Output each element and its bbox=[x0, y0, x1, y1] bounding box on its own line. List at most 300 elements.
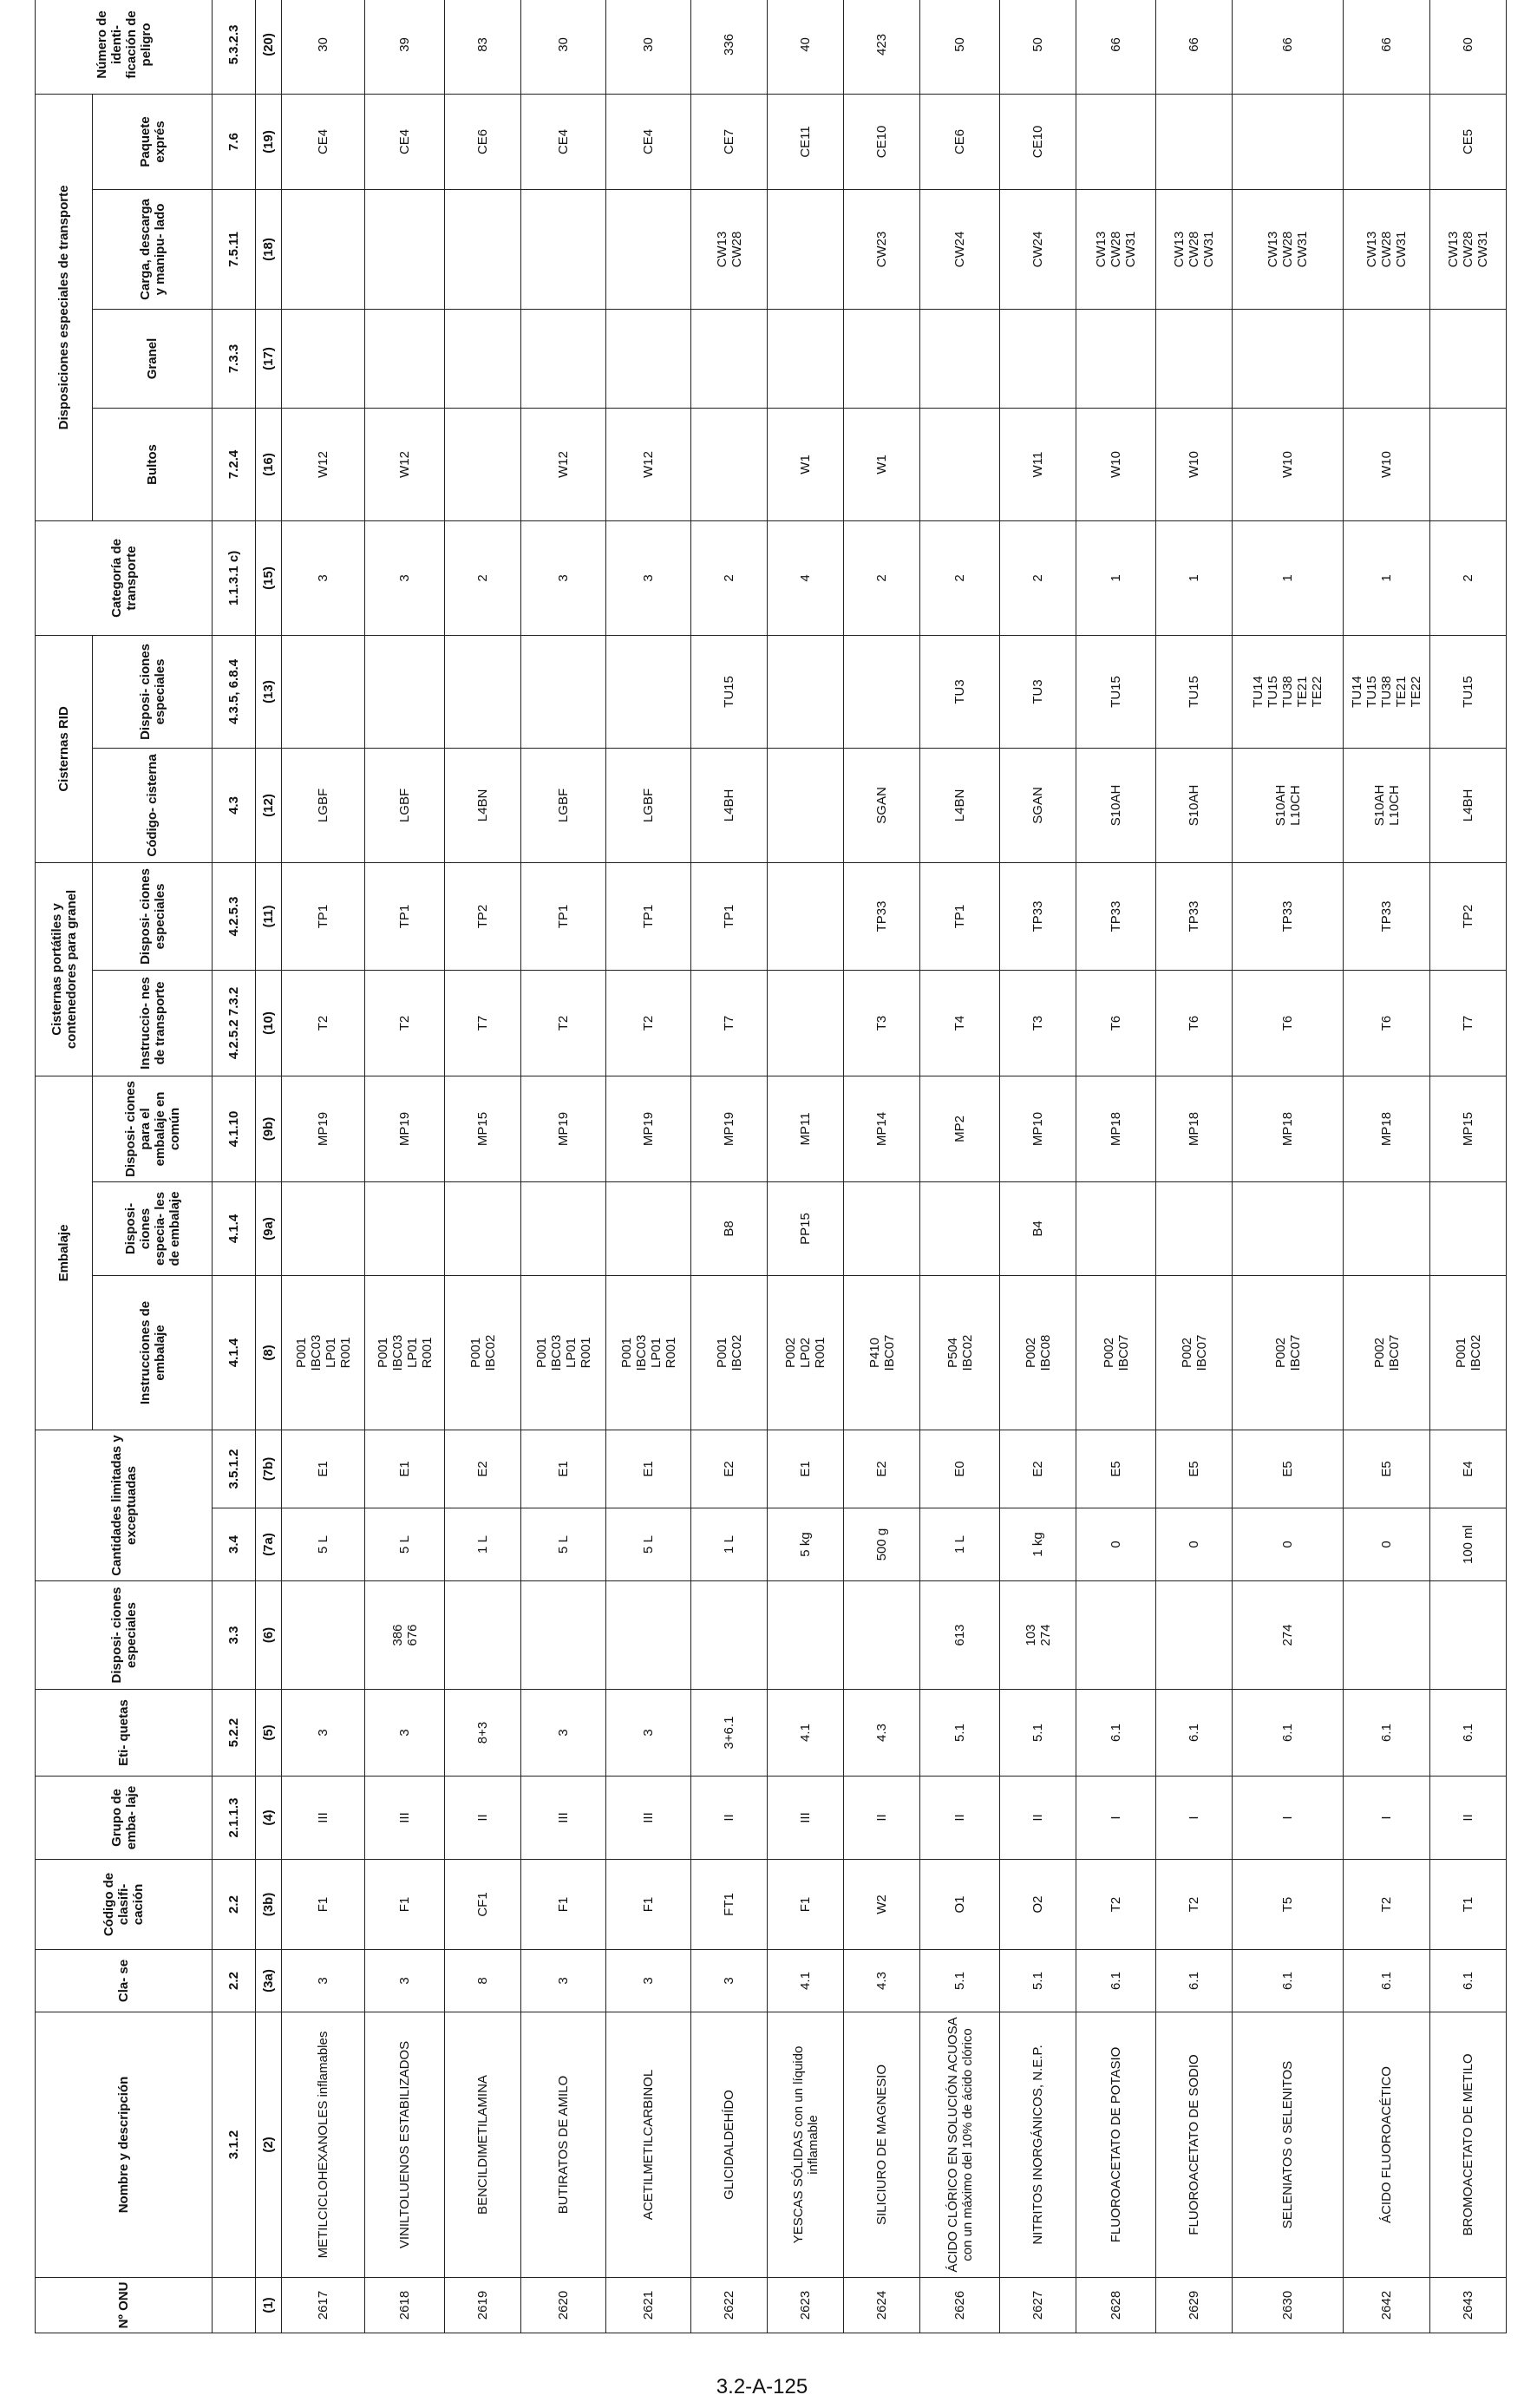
table-cell: TP33 bbox=[1076, 862, 1156, 970]
table-cell: E2 bbox=[844, 1430, 920, 1508]
table-cell: TP1 bbox=[920, 862, 1000, 970]
rotated-page bbox=[35, 10, 1490, 2333]
table-cell bbox=[844, 1181, 920, 1275]
table-cell bbox=[1156, 309, 1233, 408]
header-tank-special-provisions: Disposi- ciones especiales bbox=[93, 862, 213, 970]
table-cell: 2 bbox=[1430, 520, 1507, 635]
table-cell: 6.1 bbox=[1156, 1690, 1233, 1777]
table-cell bbox=[1344, 1181, 1430, 1275]
header-rid-tanks-group: Cisternas RID bbox=[36, 635, 93, 862]
table-cell: E0 bbox=[920, 1430, 1000, 1508]
table-cell: 50 bbox=[1000, 0, 1076, 94]
table-cell: E5 bbox=[1344, 1430, 1430, 1508]
table-cell: CF1 bbox=[445, 1860, 521, 1950]
table-cell bbox=[445, 309, 521, 408]
table-cell: 66 bbox=[1344, 0, 1430, 94]
table-cell: 5.1 bbox=[920, 1950, 1000, 2012]
ref-cell: 7.2.4 bbox=[213, 408, 256, 520]
colnum-cell: (11) bbox=[256, 862, 282, 970]
table-cell: MP19 bbox=[691, 1076, 768, 1181]
table-cell bbox=[691, 1581, 768, 1690]
ref-cell: 3.3 bbox=[213, 1581, 256, 1690]
table-cell bbox=[1430, 1181, 1507, 1275]
header-tank-code: Código- cisterna bbox=[93, 748, 213, 862]
header-transport-category: Categoría de transporte bbox=[36, 520, 213, 635]
table-cell: 5.1 bbox=[1000, 1950, 1076, 2012]
table-cell: T3 bbox=[844, 970, 920, 1076]
table-cell: 66 bbox=[1156, 0, 1233, 94]
header-bulk: Granel bbox=[93, 309, 213, 408]
name-description-cell: YESCAS SÓLIDAS con un líquido inflamable bbox=[768, 2012, 844, 2278]
table-cell: 83 bbox=[445, 0, 521, 94]
name-description-cell: FLUOROACETATO DE SODIO bbox=[1156, 2012, 1233, 2278]
table-cell: II bbox=[691, 1777, 768, 1860]
table-cell: TP2 bbox=[1430, 862, 1507, 970]
table-cell: 5 kg bbox=[768, 1508, 844, 1581]
table-cell: LGBF bbox=[282, 748, 365, 862]
table-cell: FT1 bbox=[691, 1860, 768, 1950]
table-cell: W10 bbox=[1344, 408, 1430, 520]
colnum-cell: (4) bbox=[256, 1777, 282, 1860]
table-cell: 6.1 bbox=[1233, 1950, 1344, 2012]
un-number-cell: 2642 bbox=[1344, 2278, 1430, 2333]
table-cell: 3 bbox=[521, 1690, 606, 1777]
table-cell: P001 IBC02 bbox=[1430, 1275, 1507, 1430]
table-cell: P001 IBC02 bbox=[691, 1275, 768, 1430]
table-row bbox=[1156, 0, 1233, 2333]
colnum-cell: (1) bbox=[256, 2278, 282, 2333]
table-cell: SGAN bbox=[844, 748, 920, 862]
ref-cell: 4.1.4 bbox=[213, 1275, 256, 1430]
table-row bbox=[521, 0, 606, 2333]
ref-cell: 7.5.11 bbox=[213, 189, 256, 309]
table-row bbox=[768, 0, 844, 2333]
table-cell bbox=[521, 1181, 606, 1275]
table-cell: E2 bbox=[445, 1430, 521, 1508]
colnum-cell: (12) bbox=[256, 748, 282, 862]
ref-cell: 4.1.10 bbox=[213, 1076, 256, 1181]
ref-cell: 3.4 bbox=[213, 1508, 256, 1581]
table-cell: II bbox=[844, 1777, 920, 1860]
header-packing-group: Grupo de emba- laje bbox=[36, 1777, 213, 1860]
colnum-cell: (15) bbox=[256, 520, 282, 635]
table-cell: L4BN bbox=[920, 748, 1000, 862]
un-number-cell: 2626 bbox=[920, 2278, 1000, 2333]
ref-cell: 4.1.4 bbox=[213, 1181, 256, 1275]
table-cell: TU15 bbox=[1156, 635, 1233, 748]
table-cell bbox=[768, 1581, 844, 1690]
table-cell: F1 bbox=[606, 1860, 691, 1950]
un-number-cell: 2618 bbox=[365, 2278, 445, 2333]
table-cell: S10AH bbox=[1156, 748, 1233, 862]
table-cell: T2 bbox=[365, 970, 445, 1076]
table-cell: 613 bbox=[920, 1581, 1000, 1690]
table-cell: E1 bbox=[365, 1430, 445, 1508]
table-cell: 5 L bbox=[521, 1508, 606, 1581]
table-cell: W12 bbox=[282, 408, 365, 520]
table-cell: 50 bbox=[920, 0, 1000, 94]
table-cell: TP33 bbox=[1000, 862, 1076, 970]
table-cell: LGBF bbox=[521, 748, 606, 862]
table-cell: P001 IBC03 LP01 R001 bbox=[282, 1275, 365, 1430]
colnum-cell: (5) bbox=[256, 1690, 282, 1777]
table-row bbox=[691, 0, 768, 2333]
reference-row bbox=[213, 0, 256, 2333]
table-cell: L4BH bbox=[1430, 748, 1507, 862]
table-cell: T7 bbox=[445, 970, 521, 1076]
table-cell: T6 bbox=[1233, 970, 1344, 1076]
table-cell: CW13 CW28 CW31 bbox=[1156, 189, 1233, 309]
table-cell bbox=[521, 309, 606, 408]
table-cell: CE10 bbox=[1000, 94, 1076, 189]
table-cell: 8+3 bbox=[445, 1690, 521, 1777]
table-row bbox=[1430, 0, 1507, 2333]
table-cell: CW24 bbox=[1000, 189, 1076, 309]
name-description-cell: ÁCIDO FLUOROACÉTICO bbox=[1344, 2012, 1430, 2278]
table-cell bbox=[691, 309, 768, 408]
table-cell: TP33 bbox=[1344, 862, 1430, 970]
ref-cell: 1.1.3.1 c) bbox=[213, 520, 256, 635]
table-cell bbox=[1430, 408, 1507, 520]
ref-cell: 2.1.1.3 bbox=[213, 1777, 256, 1860]
un-number-cell: 2629 bbox=[1156, 2278, 1233, 2333]
table-cell: P001 IBC03 LP01 R001 bbox=[606, 1275, 691, 1430]
table-cell: 6.1 bbox=[1233, 1690, 1344, 1777]
table-cell bbox=[844, 635, 920, 748]
table-cell: MP19 bbox=[606, 1076, 691, 1181]
table-cell: 5.1 bbox=[1000, 1690, 1076, 1777]
table-cell bbox=[768, 862, 844, 970]
table-cell: F1 bbox=[365, 1860, 445, 1950]
header-special-packing-provisions: Disposi- ciones especia- les de embalaje bbox=[93, 1181, 213, 1275]
table-cell bbox=[282, 1581, 365, 1690]
table-cell: E1 bbox=[606, 1430, 691, 1508]
table-cell: 2 bbox=[1000, 520, 1076, 635]
table-cell: T2 bbox=[606, 970, 691, 1076]
table-cell: E1 bbox=[768, 1430, 844, 1508]
table-cell bbox=[445, 635, 521, 748]
ref-cell: 4.2.5.2 7.3.2 bbox=[213, 970, 256, 1076]
table-cell: TP1 bbox=[606, 862, 691, 970]
table-cell: TP1 bbox=[282, 862, 365, 970]
table-cell bbox=[844, 309, 920, 408]
table-cell: T1 bbox=[1430, 1860, 1507, 1950]
table-cell: 4.3 bbox=[844, 1690, 920, 1777]
table-cell bbox=[365, 1181, 445, 1275]
table-cell: MP19 bbox=[521, 1076, 606, 1181]
table-row bbox=[920, 0, 1000, 2333]
table-cell: MP19 bbox=[365, 1076, 445, 1181]
table-cell: T2 bbox=[1344, 1860, 1430, 1950]
table-cell: O1 bbox=[920, 1860, 1000, 1950]
name-description-cell: SILICIURO DE MAGNESIO bbox=[844, 2012, 920, 2278]
header-hazard-id-number: Número de identi- ficación de peligro bbox=[36, 0, 213, 94]
table-cell: 386 676 bbox=[365, 1581, 445, 1690]
table-cell: MP18 bbox=[1233, 1076, 1344, 1181]
header-rid-special-provisions: Disposi- ciones especiales bbox=[93, 635, 213, 748]
table-cell bbox=[282, 635, 365, 748]
table-cell: 3 bbox=[282, 520, 365, 635]
colnum-cell: (13) bbox=[256, 635, 282, 748]
table-cell bbox=[521, 1581, 606, 1690]
table-cell: 1 bbox=[1344, 520, 1430, 635]
header-classification-code: Código de clasifi- cación bbox=[36, 1860, 213, 1950]
table-cell: 1 bbox=[1156, 520, 1233, 635]
table-row bbox=[1233, 0, 1344, 2333]
table-cell: 3 bbox=[365, 1690, 445, 1777]
table-cell: 3+6.1 bbox=[691, 1690, 768, 1777]
table-cell: I bbox=[1344, 1777, 1430, 1860]
table-cell: TU3 bbox=[920, 635, 1000, 748]
table-cell: E4 bbox=[1430, 1430, 1507, 1508]
colnum-cell: (18) bbox=[256, 189, 282, 309]
header-packages: Bultos bbox=[93, 408, 213, 520]
table-cell bbox=[521, 635, 606, 748]
table-cell: LGBF bbox=[365, 748, 445, 862]
colnum-cell: (8) bbox=[256, 1275, 282, 1430]
colnum-cell: (16) bbox=[256, 408, 282, 520]
table-cell: 6.1 bbox=[1076, 1690, 1156, 1777]
un-number-cell: 2617 bbox=[282, 2278, 365, 2333]
table-cell: 6.1 bbox=[1344, 1690, 1430, 1777]
table-cell: 30 bbox=[606, 0, 691, 94]
table-cell: CE4 bbox=[282, 94, 365, 189]
colnum-cell: (2) bbox=[256, 2012, 282, 2278]
table-cell: PP15 bbox=[768, 1181, 844, 1275]
table-cell bbox=[1076, 1181, 1156, 1275]
table-cell: 8 bbox=[445, 1950, 521, 2012]
table-cell: 6.1 bbox=[1430, 1950, 1507, 2012]
name-description-cell: FLUOROACETATO DE POTASIO bbox=[1076, 2012, 1156, 2278]
name-description-cell: VINILTOLUENOS ESTABILIZADOS bbox=[365, 2012, 445, 2278]
table-cell: CE4 bbox=[606, 94, 691, 189]
name-description-cell: SELENIATOS o SELENITOS bbox=[1233, 2012, 1344, 2278]
table-cell: MP2 bbox=[920, 1076, 1000, 1181]
colnum-cell: (20) bbox=[256, 0, 282, 94]
table-cell: 3 bbox=[521, 520, 606, 635]
table-cell: T6 bbox=[1156, 970, 1233, 1076]
table-cell: 2 bbox=[920, 520, 1000, 635]
table-cell bbox=[1156, 1181, 1233, 1275]
table-cell: 5 L bbox=[606, 1508, 691, 1581]
table-cell: W12 bbox=[521, 408, 606, 520]
table-cell bbox=[445, 1581, 521, 1690]
un-number-cell: 2622 bbox=[691, 2278, 768, 2333]
table-cell: P002 IBC07 bbox=[1233, 1275, 1344, 1430]
table-cell: 4.1 bbox=[768, 1950, 844, 2012]
table-cell: II bbox=[920, 1777, 1000, 1860]
table-cell bbox=[1430, 1581, 1507, 1690]
table-cell: 3 bbox=[282, 1690, 365, 1777]
table-cell: 0 bbox=[1344, 1508, 1430, 1581]
table-cell bbox=[1076, 309, 1156, 408]
table-cell: T7 bbox=[691, 970, 768, 1076]
table-cell bbox=[1156, 1581, 1233, 1690]
table-cell: T2 bbox=[521, 970, 606, 1076]
table-cell: MP18 bbox=[1156, 1076, 1233, 1181]
table-cell: F1 bbox=[521, 1860, 606, 1950]
table-cell bbox=[282, 309, 365, 408]
header-packaging-group: Embalaje bbox=[36, 1076, 93, 1430]
table-cell: 1 bbox=[1233, 520, 1344, 635]
table-row bbox=[445, 0, 521, 2333]
table-cell: LGBF bbox=[606, 748, 691, 862]
table-cell: TU15 bbox=[1430, 635, 1507, 748]
un-number-cell: 2643 bbox=[1430, 2278, 1507, 2333]
header-packing-instructions: Instrucciones de embalaje bbox=[93, 1275, 213, 1430]
table-cell: L4BN bbox=[445, 748, 521, 862]
table-cell bbox=[445, 189, 521, 309]
table-cell: W11 bbox=[1000, 408, 1076, 520]
table-cell bbox=[365, 635, 445, 748]
table-cell: CW13 CW28 CW31 bbox=[1430, 189, 1507, 309]
table-cell bbox=[1076, 1581, 1156, 1690]
table-cell: F1 bbox=[768, 1860, 844, 1950]
table-cell: CE5 bbox=[1430, 94, 1507, 189]
table-cell bbox=[521, 189, 606, 309]
table-cell: 4 bbox=[768, 520, 844, 635]
table-cell: F1 bbox=[282, 1860, 365, 1950]
table-cell: CW13 CW28 bbox=[691, 189, 768, 309]
table-cell: MP14 bbox=[844, 1076, 920, 1181]
header-express-parcel: Paquete exprés bbox=[93, 94, 213, 189]
name-description-cell: BENCILDIMETILAMINA bbox=[445, 2012, 521, 2278]
table-cell: E2 bbox=[691, 1430, 768, 1508]
colnum-cell: (3b) bbox=[256, 1860, 282, 1950]
table-cell: 0 bbox=[1076, 1508, 1156, 1581]
table-cell bbox=[768, 189, 844, 309]
table-cell bbox=[768, 748, 844, 862]
table-cell: W12 bbox=[365, 408, 445, 520]
header-mixed-packing-provisions: Disposi- ciones para el embalaje en común bbox=[93, 1076, 213, 1181]
colnum-cell: (17) bbox=[256, 309, 282, 408]
un-number-cell: 2623 bbox=[768, 2278, 844, 2333]
table-cell: T2 bbox=[1076, 1860, 1156, 1950]
table-cell: I bbox=[1233, 1777, 1344, 1860]
table-cell: 30 bbox=[282, 0, 365, 94]
un-number-cell: 2621 bbox=[606, 2278, 691, 2333]
table-cell bbox=[1000, 309, 1076, 408]
table-cell bbox=[606, 635, 691, 748]
table-cell: TP33 bbox=[844, 862, 920, 970]
table-cell: 5 L bbox=[282, 1508, 365, 1581]
ref-cell: 2.2 bbox=[213, 1950, 256, 2012]
table-row bbox=[606, 0, 691, 2333]
table-cell: CW13 CW28 CW31 bbox=[1233, 189, 1344, 309]
name-description-cell: BROMOACETATO DE METILO bbox=[1430, 2012, 1507, 2278]
table-cell: 6.1 bbox=[1156, 1950, 1233, 2012]
table-cell: III bbox=[606, 1777, 691, 1860]
table-cell: III bbox=[282, 1777, 365, 1860]
name-description-cell: GLICIDALDEHÍDO bbox=[691, 2012, 768, 2278]
table-cell: TP2 bbox=[445, 862, 521, 970]
table-cell: T6 bbox=[1076, 970, 1156, 1076]
table-cell: MP15 bbox=[445, 1076, 521, 1181]
table-cell: T7 bbox=[1430, 970, 1507, 1076]
table-cell: 0 bbox=[1233, 1508, 1344, 1581]
table-cell: E5 bbox=[1156, 1430, 1233, 1508]
dangerous-goods-table bbox=[35, 0, 1507, 2333]
table-cell: W10 bbox=[1076, 408, 1156, 520]
table-cell: CE4 bbox=[365, 94, 445, 189]
table-cell: TU3 bbox=[1000, 635, 1076, 748]
table-cell: 60 bbox=[1430, 0, 1507, 94]
table-body bbox=[282, 0, 1507, 2333]
table-cell: 66 bbox=[1076, 0, 1156, 94]
header-un-number: Nº ONU bbox=[36, 2278, 213, 2333]
table-cell bbox=[282, 1181, 365, 1275]
table-cell: 1 L bbox=[691, 1508, 768, 1581]
table-cell: E5 bbox=[1076, 1430, 1156, 1508]
table-row bbox=[1076, 0, 1156, 2333]
header-loading-handling: Carga, descarga y manipu- lado bbox=[93, 189, 213, 309]
table-cell bbox=[920, 408, 1000, 520]
name-description-cell: ACETILMETILCARBINOL bbox=[606, 2012, 691, 2278]
name-description-cell: ÁCIDO CLÓRICO EN SOLUCIÓN ACUOSA con un máximo del 10% de ácido clórico bbox=[920, 2012, 1000, 2278]
table-cell: B8 bbox=[691, 1181, 768, 1275]
table-cell: O2 bbox=[1000, 1860, 1076, 1950]
table-cell bbox=[1156, 94, 1233, 189]
table-cell: III bbox=[365, 1777, 445, 1860]
table-cell: 1 L bbox=[920, 1508, 1000, 1581]
table-row bbox=[1000, 0, 1076, 2333]
table-cell bbox=[1344, 309, 1430, 408]
table-cell: P001 IBC02 bbox=[445, 1275, 521, 1430]
un-number-cell: 2627 bbox=[1000, 2278, 1076, 2333]
table-cell: 3 bbox=[691, 1950, 768, 2012]
table-cell: CE4 bbox=[521, 94, 606, 189]
table-cell: CW23 bbox=[844, 189, 920, 309]
table-cell: W10 bbox=[1156, 408, 1233, 520]
un-number-cell: 2628 bbox=[1076, 2278, 1156, 2333]
table-cell bbox=[844, 1581, 920, 1690]
table-cell: I bbox=[1156, 1777, 1233, 1860]
header-tank-instructions: Instruccio- nes de transporte bbox=[93, 970, 213, 1076]
table-cell bbox=[606, 309, 691, 408]
colnum-cell: (7b) bbox=[256, 1430, 282, 1508]
table-cell: 2 bbox=[844, 520, 920, 635]
table-row bbox=[365, 0, 445, 2333]
table-cell: TU14 TU15 TU38 TE21 TE22 bbox=[1344, 635, 1430, 748]
table-cell: TP33 bbox=[1233, 862, 1344, 970]
table-cell: S10AH L10CH bbox=[1344, 748, 1430, 862]
table-cell: 100 ml bbox=[1430, 1508, 1507, 1581]
table-cell: T4 bbox=[920, 970, 1000, 1076]
table-cell: MP11 bbox=[768, 1076, 844, 1181]
un-number-cell: 2624 bbox=[844, 2278, 920, 2333]
header-limited-quantities: Cantidades limitadas y exceptuadas bbox=[36, 1430, 213, 1580]
table-cell: III bbox=[521, 1777, 606, 1860]
table-cell: 40 bbox=[768, 0, 844, 94]
table-row bbox=[282, 0, 365, 2333]
table-cell: 5 L bbox=[365, 1508, 445, 1581]
table-cell: 5.1 bbox=[920, 1690, 1000, 1777]
table-cell: P001 IBC03 LP01 R001 bbox=[365, 1275, 445, 1430]
table-cell: 1 kg bbox=[1000, 1508, 1076, 1581]
colnum-cell: (19) bbox=[256, 94, 282, 189]
colnum-cell: (3a) bbox=[256, 1950, 282, 2012]
table-cell bbox=[365, 189, 445, 309]
table-cell: CE6 bbox=[920, 94, 1000, 189]
colnum-cell: (7a) bbox=[256, 1508, 282, 1581]
un-number-cell: 2620 bbox=[521, 2278, 606, 2333]
header-special-provisions: Disposi- ciones especiales bbox=[36, 1581, 213, 1690]
table-cell: T2 bbox=[282, 970, 365, 1076]
table-cell: TU15 bbox=[691, 635, 768, 748]
ref-cell: 5.2.2 bbox=[213, 1690, 256, 1777]
table-cell: W2 bbox=[844, 1860, 920, 1950]
table-cell: SGAN bbox=[1000, 748, 1076, 862]
